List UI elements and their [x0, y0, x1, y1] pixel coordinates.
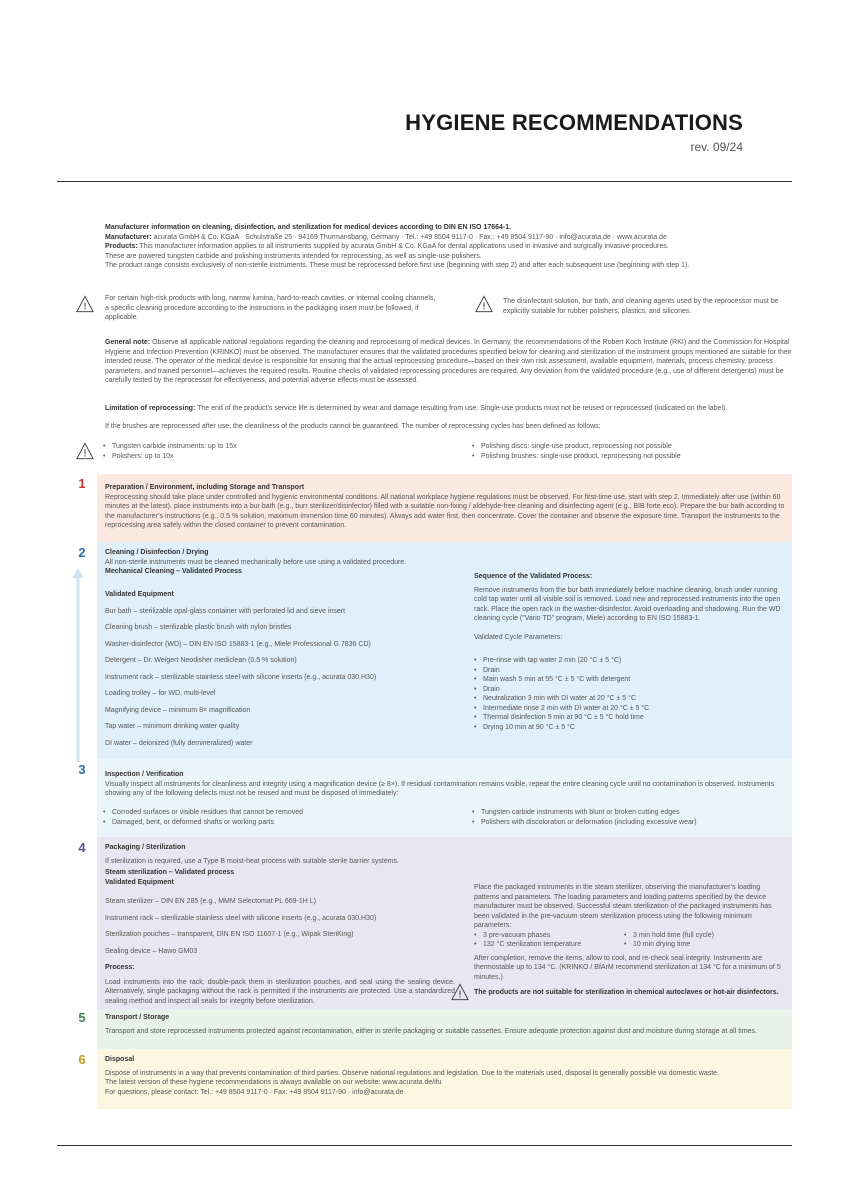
list-item: • Polishing brushes: single-use product, reprocessing not possible	[472, 452, 792, 462]
step-5-content	[105, 1013, 787, 1036]
manufacturer-text: acurata GmbH & Co. KGaA · Schulstraße 25 · 94169 Thurmansbang, Germany · Tel.: +49 8504 9117-0 · Fax.: +49 8504 9117-90 · info@acurata.de · www.acurata.de	[153, 233, 667, 241]
list-item: • Main wash 5 min at 55 °C ± 5 °C with detergent	[474, 675, 786, 685]
sequence-title: Sequence of the Validated Process:	[474, 573, 593, 580]
products-line	[105, 242, 795, 252]
step-4-equipment	[105, 897, 455, 1006]
steam-sterilization-title: Steam sterilization – Validated process	[105, 869, 235, 876]
equipment-title: Validated Equipment	[105, 591, 174, 598]
list-item: • Thermal disinfection 5 min at 90 °C ± 5 °C hold time	[474, 713, 786, 723]
cycles-list-right	[472, 442, 792, 461]
limitation-text: The end of the product’s service life is determined by wear and damage resulting from use. Single-use products must not be reused or reprocessed (indicated on the label).	[197, 405, 728, 412]
list-item: Steam sterilizer – DIN EN 285 (e.g., MMM Selectomat PL 669-1H L)	[105, 898, 316, 905]
step-text: Transport and store reprocessed instruments protected against recontamination, either in sterile packaging or suitable cassettes. Ensure adequate protection against dust and moisture during storage at all times.	[105, 1027, 757, 1035]
mechanical-cleaning-title: Mechanical Cleaning – Validated Process	[105, 568, 242, 575]
intro-heading: Manufacturer information on cleaning, disinfection, and sterilization for medical devices according to DIN EN ISO 17664-1.	[105, 224, 512, 231]
list-item: Magnifying device – minimum 8× magnification	[105, 706, 251, 714]
step-number: 1	[78, 476, 86, 491]
svg-text:!: !	[83, 301, 87, 313]
revision-label: rev. 09/24	[690, 140, 743, 154]
list-item: Detergent – Dr. Weigert Neodisher mediclean (0.5 % solution)	[105, 657, 297, 664]
loop-arrow-icon	[72, 566, 84, 762]
list-item: Cleaning brush – sterilizable plastic brush with nylon bristles	[105, 624, 292, 631]
latest-version-text: The latest version of these hygiene recommendations is always available on our website: www.acurata.de/ifu	[105, 1079, 442, 1086]
top-divider	[57, 181, 792, 182]
list-item: • Drain	[474, 685, 786, 695]
list-item: • 10 min drying time	[624, 940, 774, 950]
list-item: • Tungsten carbide instruments: up to 15x	[103, 442, 443, 452]
cycles-list-left	[103, 442, 443, 461]
warning-triangle-icon	[451, 983, 469, 1001]
general-note	[105, 338, 795, 386]
step-2-sequence	[474, 572, 786, 732]
step-text: Visually inspect all instruments for cleanliness and integrity using a magnification device (≥ 8×). If residual contamination remains visible, repeat the entire cleaning cycle until no contamination is observed. Instruments showing any of the following defects must not be reused and must be disposed of immediately:	[105, 780, 775, 797]
cycle-list	[474, 656, 786, 732]
list-item: DI water – deionized (fully demineralized) water	[105, 739, 253, 747]
warning-left-text: For certain high-risk products with long, narrow lumina, hard-to-reach cavities, or internal cooling channels, a specific cleaning procedure according to the instructions in the packaging insert must be followed, if applicable.	[105, 295, 436, 321]
params-list-left	[474, 931, 624, 950]
step-number: 2	[78, 545, 86, 560]
step-intro: If sterilization is required, use a Type B moist-heat process with suitable sterile barrier systems.	[105, 857, 399, 865]
after-sterilization-text: After completion, remove the items, allow to cool, and re-check seal integrity. Instruments are thermostable up to 134 °C. (KRINKO / BfArM recommend sterilization at 134 °C for a minimum of 5 minutes.)	[474, 954, 781, 981]
list-item: • Damaged, bent, or deformed shafts or working parts	[103, 818, 453, 828]
list-item: • Drain	[474, 666, 786, 676]
sterilization-warning: The products are not suitable for sterilization in chemical autoclaves or hot-air disinfectors.	[474, 989, 779, 996]
list-item: Tap water – minimum drinking water quality	[105, 723, 240, 730]
limitation-label: Limitation of reprocessing:	[105, 405, 196, 412]
list-item: Sterilization pouches – transparent, DIN EN ISO 11607-1 (e.g., Wipak SteriKing)	[105, 931, 354, 938]
page-title: HYGIENE RECOMMENDATIONS	[405, 110, 743, 135]
step-number: 6	[78, 1052, 86, 1067]
warning-triangle-icon	[76, 442, 94, 460]
contact-text: For questions, please contact: Tel.: +49 8504 9117-0 · Fax: +49 8504 9117-90 · info@acurata.de	[105, 1088, 404, 1096]
step-title: Cleaning / Disinfection / Drying	[105, 549, 209, 556]
manufacturer-line	[105, 233, 795, 243]
general-note-text: Observe all applicable national regulations regarding the cleaning and reprocessing of medical devices. In Germany, the recommendations of the Robert Koch Institute (RKI) and the Commission for Hospital Hygiene and Infection Prevention (KRINKO) must be observed. The manufacturer ensures that the validated procedures specified below for cleaning and sterilization of the instrument groups mentioned are suitable for their intended reuse. The operator of the medical device is responsible for ensuring that the actual reprocessing procedure—based on their own risk assessment, available equipment, materials, process chemistry, process parameters, and trained personnel—achieves the required results. Routine checks of validated reprocessing procedures are required. Any deviation from the validated procedure (e.g., use of different detergents) must be carefully tested by the reprocessor for effectiveness, and potential adverse effects must be assessed.	[105, 339, 792, 384]
manufacturer-label: Manufacturer:	[105, 233, 152, 241]
list-item: • Tungsten carbide instruments with blunt or broken cutting edges	[472, 808, 787, 818]
equipment-title: Validated Equipment	[105, 878, 174, 886]
general-note-label: General note:	[105, 339, 151, 346]
list-item: • Corroded surfaces or visible residues that cannot be removed	[103, 808, 453, 818]
list-item: • 3 pre-vacuum phases	[474, 931, 624, 941]
list-item: • 3 min hold time (full cycle)	[624, 931, 774, 941]
list-item: Bur bath – sterilizable opal-glass container with perforated lid and sieve insert	[105, 607, 346, 615]
step-number: 3	[78, 762, 86, 777]
cycle-title: Validated Cycle Parameters:	[474, 633, 563, 641]
step-1-content	[105, 483, 787, 531]
step-3-content	[105, 770, 787, 799]
step-2-equipment	[105, 590, 455, 755]
sterilizer-text: Place the packaged instruments in the steam sterilizer, observing the manufacturer’s loading patterns and parameters. The loading parameters and loading patterns specified by the device manufacturer must be observed. Successful steam sterilization of the packaged instruments has been validated in the pre-vacuum steam sterilization process using the following minimum parameters:	[474, 884, 772, 929]
step-title: Inspection / Verification	[105, 771, 184, 778]
warning-right-text: The disinfectant solution, bur bath, and cleaning agents used by the reprocessor must be explicitly suitable for rubber polishers, plastics, and silicones.	[503, 298, 779, 315]
bottom-divider	[57, 1145, 792, 1146]
step-number: 4	[78, 840, 86, 855]
process-text: Load instruments into the rack, double-pack them in sterilization pouches, and seal using the sealing device. Alternatively, single packaging without the rack is permitted if the instruments are protected. Use a standardized sealing method and inspect all seals for integrity before sterilization.	[105, 978, 455, 1005]
list-item: • Neutralization 3 min with DI water at 20 °C ± 5 °C	[474, 694, 786, 704]
list-item: Washer-disinfector (WD) – DIN EN ISO 15883-1 (e.g., Miele Professional G 7836 CD)	[105, 640, 371, 648]
defects-list-left	[103, 808, 453, 827]
step-title: Preparation / Environment, including Storage and Transport	[105, 484, 305, 491]
list-item: • Intermediate rinse 2 min with DI water at 20 °C ± 5 °C	[474, 704, 786, 714]
step-text: Reprocessing should take place under controlled and hygienic environmental conditions. All national workplace hygiene regulations must be observed. For first-time use, start with step 2. Immediately after use (within 60 minutes at the latest), place instruments into a bur bath (e.g., burr sterilizer/disinfector) filled with a suitable non-fixing / aldehyde-free cleaning and disinfecting agent (e.g., BIB forte eco). Prepare the bur bath according to the manufacturer’s instructions (e.g., 0.5 % solution, maximum immersion time 60 minutes). Always add water first, then concentrate. Cover the container and observe the exposure time. Transport the instruments to the reprocessing area safely within the closed container to prevent contamination.	[105, 493, 785, 529]
defects-list-right	[472, 808, 787, 827]
step-4-header	[105, 843, 787, 887]
list-item: Instrument rack – sterilizable stainless steel with silicone inserts (e.g., acurata 030.H30)	[105, 673, 377, 681]
list-item: Loading trolley – for WD, multi-level	[105, 690, 216, 697]
list-item: Sealing device – Hawo GM03	[105, 947, 198, 955]
step-4-right	[474, 883, 786, 982]
step-intro: All non-sterile instruments must be cleaned mechanically before use using a validated procedure.	[105, 558, 407, 566]
list-item: • Polishers: up to 10x	[103, 452, 443, 462]
list-item: • Drying 10 min at 90 °C ± 5 °C	[474, 723, 786, 733]
products-text: This manufacturer information applies to all instruments supplied by acurata GmbH & Co. KGaA for dental applications used in invasive and surgically invasive procedures.	[139, 243, 669, 250]
svg-text:!: !	[482, 301, 486, 313]
brushes-note: If the brushes are reprocessed after use, the cleanliness of the products cannot be guaranteed. The number of reprocessing cycles has been defined as follows:	[105, 423, 601, 430]
warning-triangle-icon	[76, 295, 94, 313]
intro-line-3: These are powered tungsten carbide and polishing instruments intended for reprocessing, as well as single-use polishers.	[105, 252, 482, 260]
step-text: Dispose of instruments in a way that prevents contamination of third parties. Observe national regulations and legislation. Due to the materials used, disposal is generally possible via domestic waste.	[105, 1069, 719, 1077]
list-item: Instrument rack – sterilizable stainless steel with silicone inserts (e.g., acurata 030.H30)	[105, 914, 377, 922]
svg-text:!: !	[458, 989, 462, 1001]
step-title: Packaging / Sterilization	[105, 844, 186, 851]
products-label: Products:	[105, 243, 138, 250]
list-item: • 132 °C sterilization temperature	[474, 940, 624, 950]
params-list-right	[624, 931, 774, 950]
step-number: 5	[78, 1010, 86, 1025]
step-6-content	[105, 1055, 787, 1097]
step-title: Disposal	[105, 1056, 135, 1063]
intro-block	[105, 223, 795, 271]
list-item: • Polishing discs: single-use product, reprocessing not possible	[472, 442, 792, 452]
list-item: • Polishers with discoloration or deformation (including excessive wear)	[472, 818, 787, 828]
sterilization-params	[474, 931, 786, 950]
intro-line-4: The product range consists exclusively of non-sterile instruments. These must be reprocessed before first use (beginning with step 2) and after each subsequent use (beginning with step 1).	[105, 262, 690, 269]
process-title: Process:	[105, 964, 135, 971]
svg-text:!: !	[83, 448, 87, 460]
sequence-text: Remove instruments from the bur bath immediately before machine cleaning, brush under running cold tap water until all visible soil is removed. Load new and reprocessed instruments into the open rack. Place the open rack in the washer-disinfector. Avoid overloading and shadowing. Run the WD cleaning cycle ("Vario TD" program, Miele) according to EN ISO 15883-1.	[474, 586, 781, 622]
warning-triangle-icon	[475, 295, 493, 313]
list-item: • Pre-rinse with tap water 2 min (20 °C ± 5 °C)	[474, 656, 786, 666]
limitation-line	[105, 404, 795, 414]
step-title: Transport / Storage	[105, 1014, 170, 1021]
